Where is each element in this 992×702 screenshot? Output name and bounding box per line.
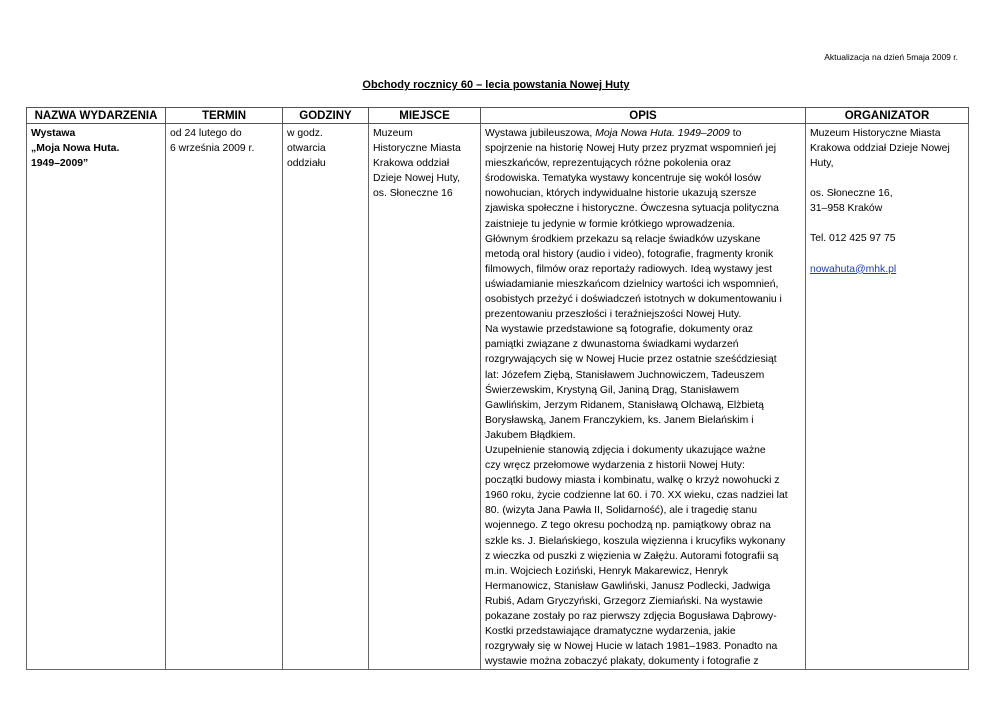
organizer-phone: Tel. 012 425 97 75 — [810, 233, 896, 245]
page-title: Obchody rocznicy 60 – lecia powstania Nowej Huty — [362, 79, 630, 91]
description-intro: Wystawa jubileuszowa, — [485, 128, 596, 139]
update-note: Aktualizacja na dzień 5maja 2009 r. — [824, 52, 958, 62]
event-name-cell: Wystawa „Moja Nowa Huta. 1949–2009” — [27, 124, 166, 670]
description-exhibition-title: Moja Nowa Huta. 1949–2009 — [595, 128, 730, 139]
organizer-email-link[interactable]: nowahuta@mhk.pl — [810, 263, 897, 275]
column-header-place: MIEJSCE — [369, 108, 481, 124]
event-hours-cell: w godz. otwarcia oddziału — [283, 124, 369, 670]
column-header-date: TERMIN — [166, 108, 283, 124]
event-place-cell: Muzeum Historyczne Miasta Krakowa oddział Dzieje Nowej Huty, os. Słoneczne 16 — [369, 124, 481, 670]
event-organizer-cell — [806, 124, 969, 670]
event-date-cell: od 24 lutego do 6 września 2009 r. — [166, 124, 283, 670]
event-description-cell — [481, 124, 806, 670]
column-header-name: NAZWA WYDARZENIA — [27, 108, 166, 124]
column-header-hours: GODZINY — [283, 108, 369, 124]
table-header-row — [27, 108, 969, 124]
events-table — [26, 107, 969, 670]
column-header-description: OPIS — [481, 108, 806, 124]
description-body: to spojrzenie na historię Nowej Huty przez pryzmat wspomnień jej mieszkańców, reprezentujących różne pokolenia oraz środowiska. Tematyka wystawy koncentruje się wokół losów nowohucian, których indywidualne historie ukazują szersze zjawiska społeczne i historyczne. Ówczesna sytuacja polityczna zaistnieje tu jedynie w formie krótkiego wprowadzenia. Głównym środkiem przekazu są relacje świadków uzyskane metodą oral history (audio i video), fotografie, fragmenty kronik filmowych, filmów oraz reportaży radiowych. Ideą wystawy jest uświadamianie mieszkańcom dzielnicy wartości ich wspomnień, osobistych przeżyć i doświadczeń istotnych w dokumentowaniu i prezentowaniu przeszłości i teraźniejszości Nowej Huty. Na wystawie przedstawione są fotografie, dokumenty oraz pamiątki związane z dwunastoma świadkami wydarzeń rozgrywających się w Nowej Hucie przez ostatnie sześćdziesiąt lat: Józefem Ziębą, Stanisławem Juchnowiczem, Tadeuszem Świerzewskim, Krystyną Gil, Janiną Drąg, Stanisławem Gawlińskim, Jerzym Ridanem, Stanisławą Olchawą, Elżbietą Borysławską, Janem Franczykiem, ks. Janem Bielańskim i Jakubem Błądkiem. Uzupełnienie stanowią zdjęcia i dokumenty ukazujące ważne czy wręcz przełomowe wydarzenia z historii Nowej Huty: początki budowy miasta i kombinatu, walkę o krzyż nowohucki z 1960 roku, życie codzienne lat 60. i 70. XX wieku, czas nadziei lat 80. (wizyta Jana Pawła II, Solidarność), ale i tragedię stanu wojennego. Z tego okresu pochodzą np. pamiątkowy obraz na szkle ks. J. Bielańskiego, koszula więzienna i krucyfiks wykonany z wieczka od puszki z więzienia w Załężu. Autorami fotografii są m.in. Wojciech Łoziński, Henryk Makarewicz, Henryk Hermanowicz, Stanisław Gawliński, Janusz Podlecki, Jadwiga Rubiś, Adam Gryczyński, Grzegorz Ziemiański. Na wystawie pokazane zostały po raz pierwszy zdjęcia Bogusława Dąbrowy- Kostki przedstawiające dramatyczne wydarzenia, jakie rozgrywały się w Nowej Hucie w latach 1981–1983. Ponadto na wystawie można zobaczyć plakaty, dokumenty i fotografie z — [485, 128, 788, 668]
organizer-name: Muzeum Historyczne Miasta Krakowa oddział Dzieje Nowej Huty, — [810, 128, 950, 170]
table-row — [27, 124, 969, 670]
organizer-address: os. Słoneczne 16, 31–958 Kraków — [810, 188, 893, 215]
column-header-organizer: ORGANIZATOR — [806, 108, 969, 124]
